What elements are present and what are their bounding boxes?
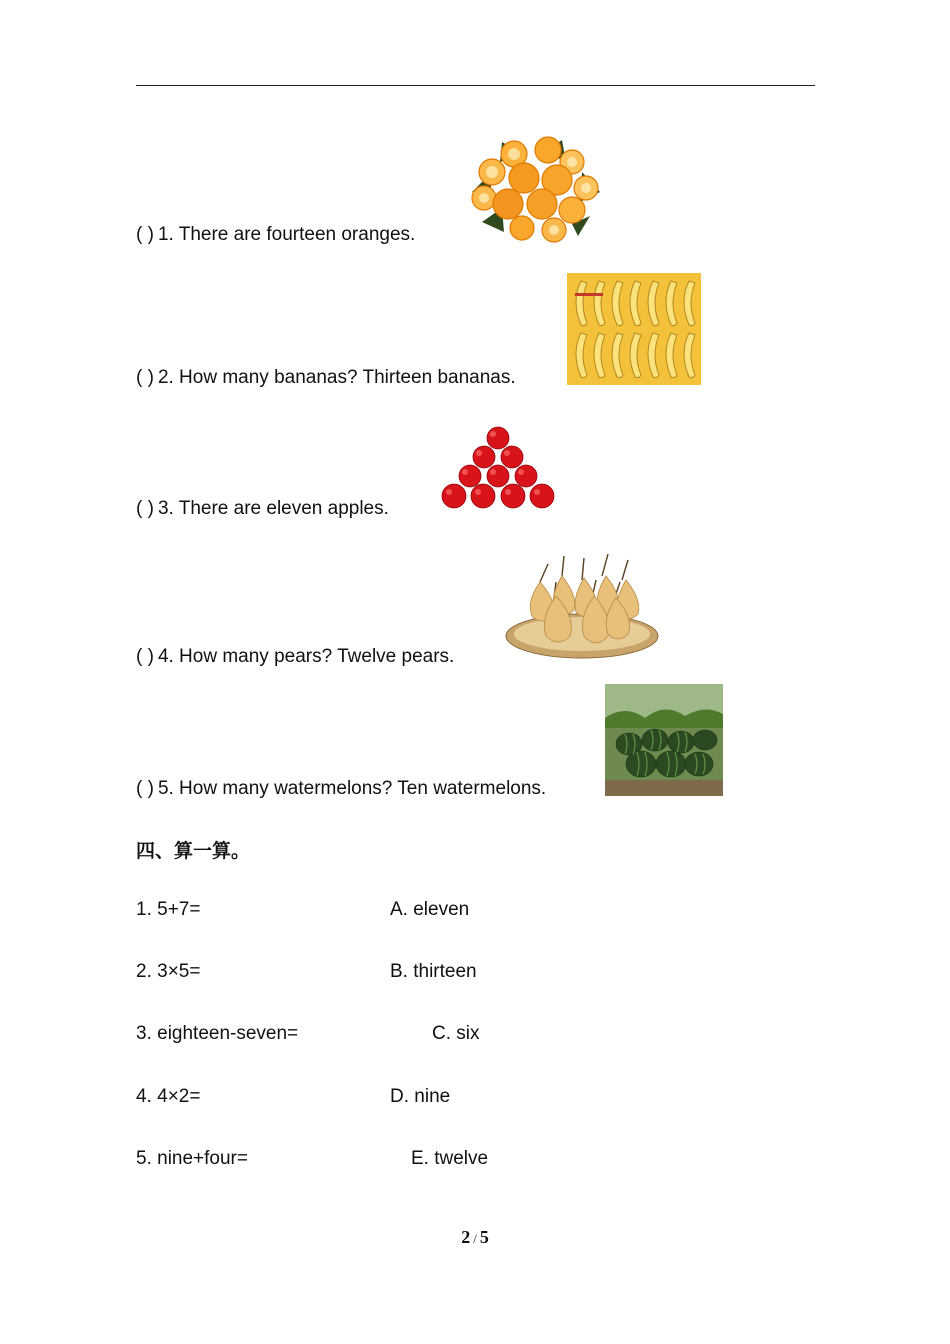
calc-item-5: 5. nine+four= — [136, 1148, 248, 1169]
answer-blank[interactable]: ( ) — [136, 646, 154, 667]
page-separator: / — [473, 1231, 477, 1246]
question-text: 3. There are eleven apples. — [157, 498, 389, 519]
calc-option-b: B. thirteen — [390, 961, 477, 982]
question-text: 2. How many bananas? Thirteen bananas. — [157, 367, 516, 388]
answer-blank[interactable]: ( ) — [136, 498, 154, 519]
question-5 — [136, 778, 546, 800]
section-heading: 四、算一算。 — [136, 840, 251, 862]
oranges-image — [462, 132, 604, 244]
question-4 — [136, 646, 454, 668]
apples-image — [438, 424, 558, 512]
calc-item-3: 3. eighteen-seven= — [136, 1023, 299, 1044]
calc-item-1: 1. 5+7= — [136, 899, 201, 920]
question-1 — [136, 224, 415, 246]
answer-blank[interactable]: ( ) — [136, 778, 154, 799]
calc-option-c: C. six — [432, 1023, 480, 1044]
calc-item-4: 4. 4×2= — [136, 1086, 201, 1107]
current-page: 2 — [461, 1227, 471, 1247]
answer-blank[interactable]: ( ) — [136, 224, 154, 245]
calc-item-2: 2. 3×5= — [136, 961, 201, 982]
question-text: 4. How many pears? Twelve pears. — [157, 646, 455, 667]
total-pages: 5 — [479, 1227, 489, 1247]
watermelons-image — [605, 684, 723, 796]
calc-option-a: A. eleven — [390, 899, 470, 920]
question-text: 1. There are fourteen oranges. — [157, 224, 416, 245]
page-number — [0, 1227, 950, 1248]
question-3 — [136, 498, 389, 520]
calc-option-d: D. nine — [390, 1086, 451, 1107]
pears-image — [504, 552, 662, 664]
question-text: 5. How many watermelons? Ten watermelons. — [157, 778, 547, 799]
calc-option-e: E. twelve — [411, 1148, 489, 1169]
question-2 — [136, 367, 516, 389]
answer-blank[interactable]: ( ) — [136, 367, 154, 388]
bananas-image — [567, 273, 701, 385]
header-rule — [136, 85, 815, 86]
